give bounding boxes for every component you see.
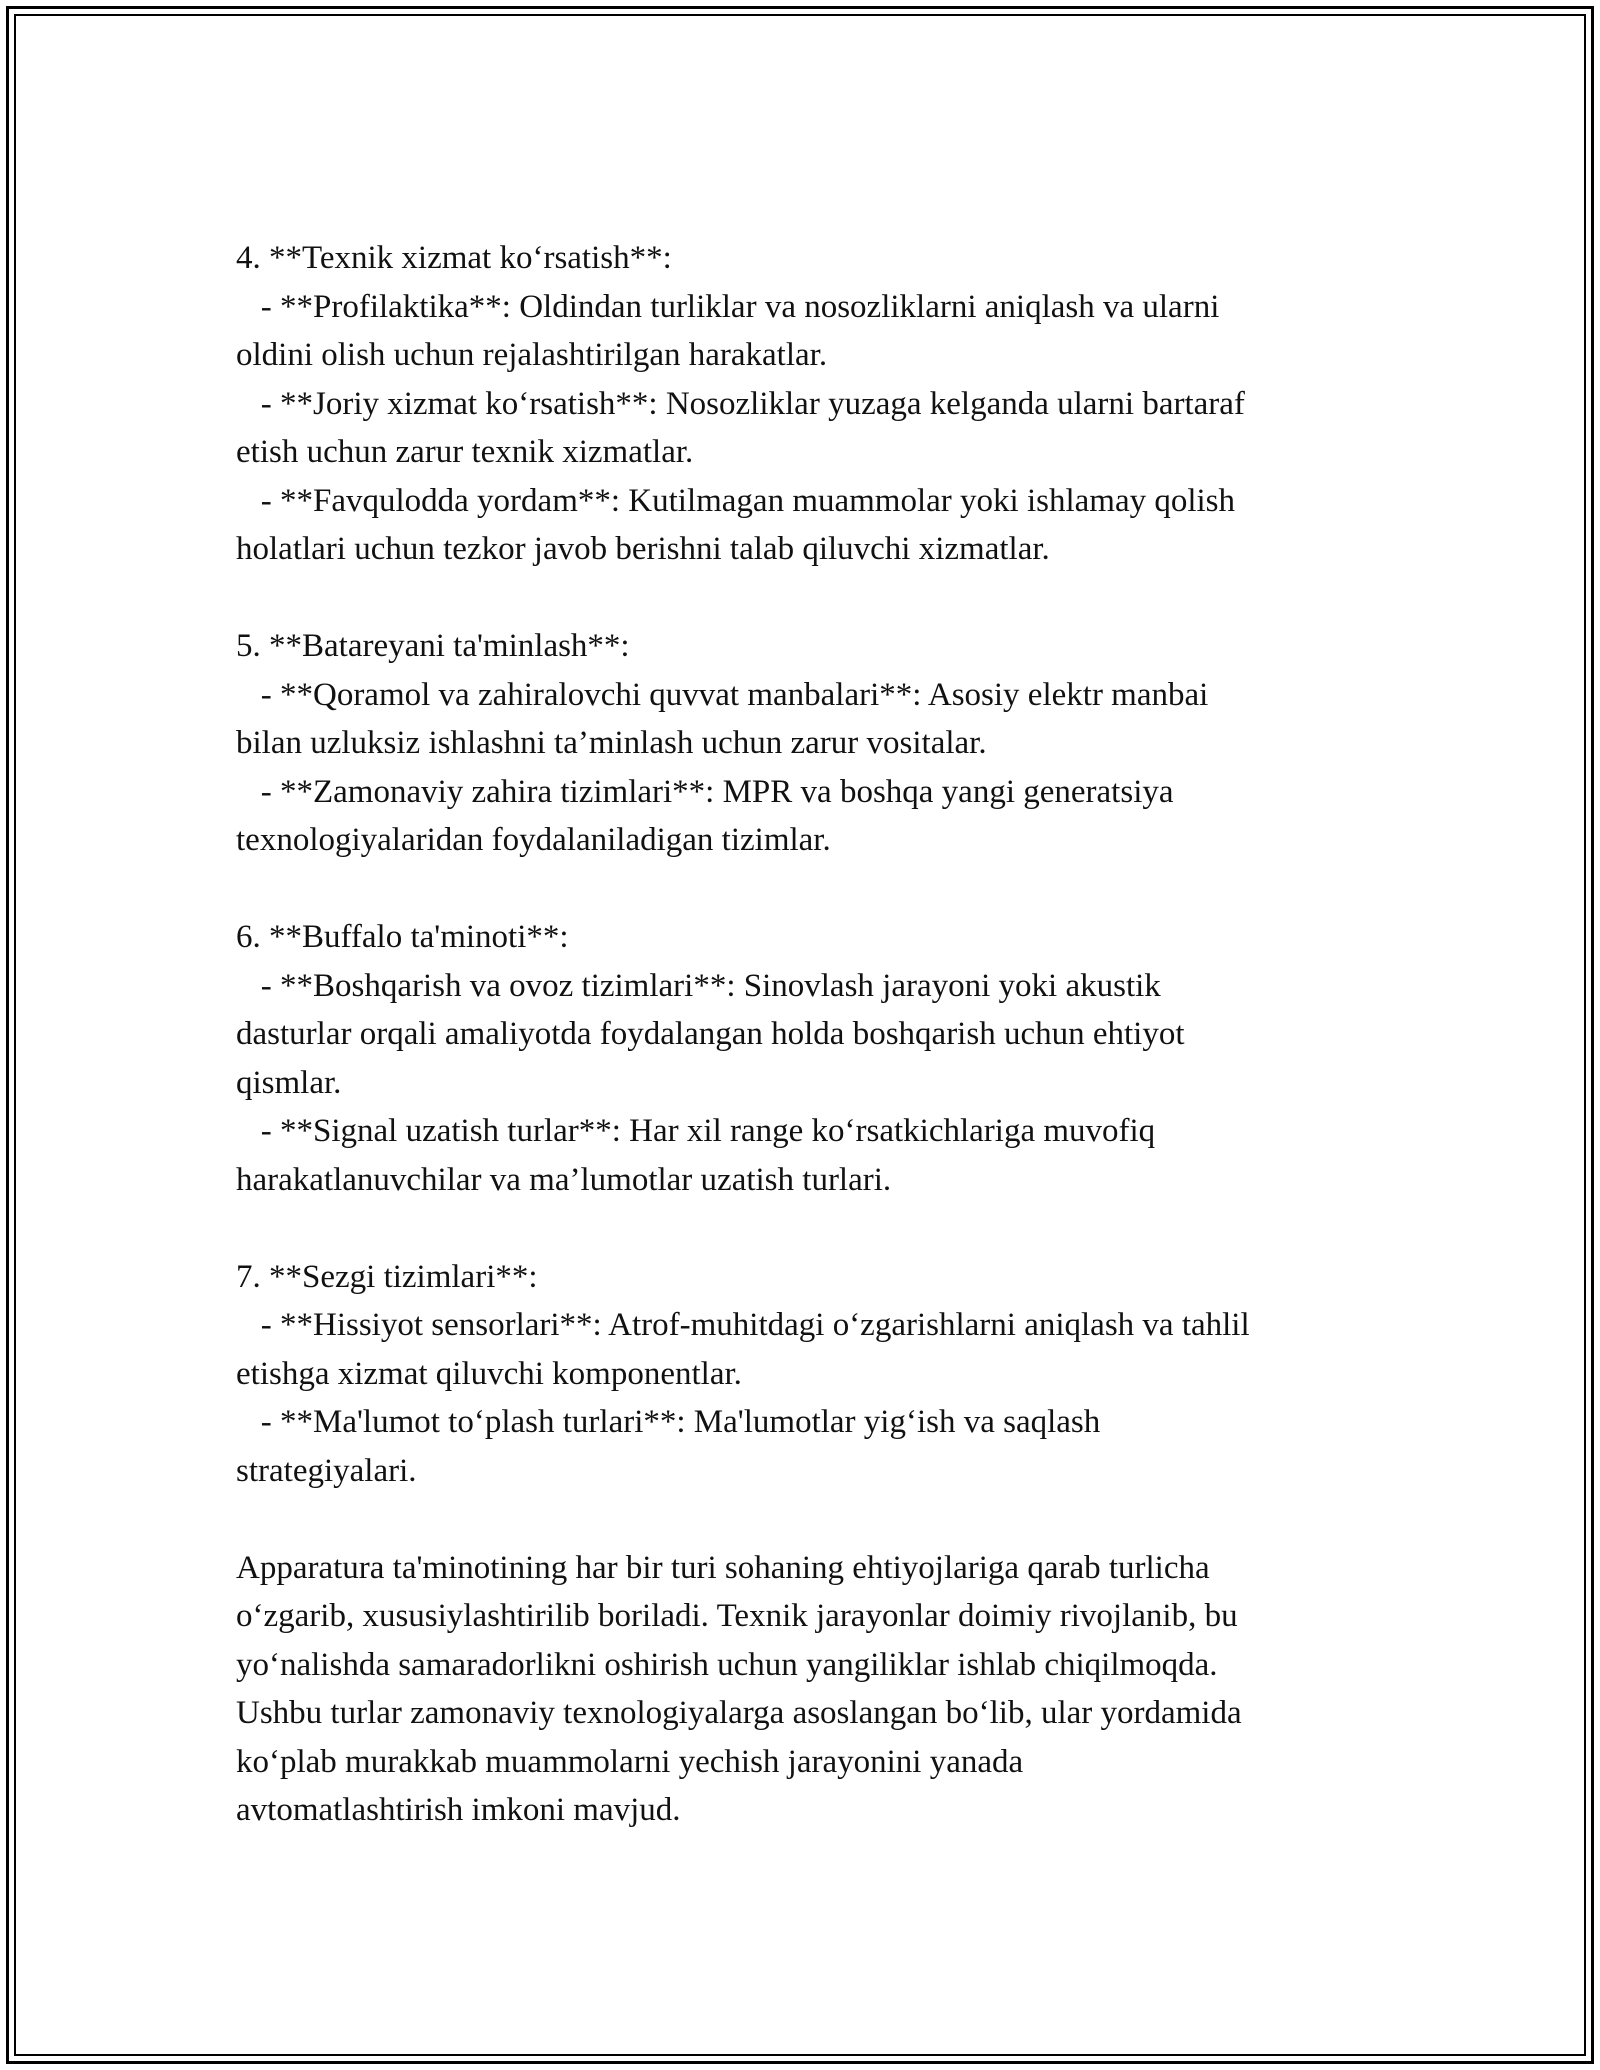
list-section bbox=[236, 1253, 1376, 1496]
paragraph-gap bbox=[236, 1204, 1376, 1253]
list-section bbox=[236, 622, 1376, 865]
paragraph-gap bbox=[236, 1495, 1376, 1544]
text-line: oldini olish uchun rejalashtirilgan harakatlar. bbox=[236, 337, 828, 373]
closing-paragraph bbox=[236, 1544, 1376, 1835]
paragraph-gap bbox=[236, 574, 1376, 623]
text-line: 7. **Sezgi tizimlari**: bbox=[236, 1258, 538, 1295]
text-line: ko‘plab murakkab muammolarni yechish jarayonini yanada bbox=[236, 1743, 1024, 1780]
text-line: 4. **Texnik xizmat ko‘rsatish**: bbox=[236, 240, 672, 276]
list-section bbox=[236, 913, 1376, 1204]
text-line: - **Joriy xizmat ko‘rsatish**: Nosozliklar yuzaga kelganda ularni bartaraf bbox=[236, 385, 1245, 422]
text-line: holatlari uchun tezkor javob berishni talab qiluvchi xizmatlar. bbox=[236, 531, 1050, 567]
text-line: - **Favqulodda yordam**: Kutilmagan muammolar yoki ishlamay qolish bbox=[236, 482, 1236, 519]
text-line: Ushbu turlar zamonaviy texnologiyalarga asoslangan bo‘lib, ular yordamida bbox=[236, 1695, 1242, 1731]
document-body bbox=[236, 234, 1376, 1835]
text-line: o‘zgarib, xususiylashtirilib boriladi. Texnik jarayonlar doimiy rivojlanib, bu bbox=[236, 1598, 1238, 1634]
text-line: - **Profilaktika**: Oldindan turliklar va nosozliklarni aniqlash va ularni bbox=[236, 288, 1220, 325]
text-line: etishga xizmat qiluvchi komponentlar. bbox=[236, 1355, 742, 1392]
text-line: - **Ma'lumot to‘plash turlari**: Ma'lumotlar yig‘ish va saqlash bbox=[236, 1404, 1101, 1440]
text-line: 5. **Batareyani ta'minlash**: bbox=[236, 628, 630, 664]
text-line: yo‘nalishda samaradorlikni oshirish uchun yangiliklar ishlab chiqilmoqda. bbox=[236, 1646, 1218, 1683]
text-line: strategiyalari. bbox=[236, 1452, 417, 1489]
list-section bbox=[236, 234, 1376, 574]
text-line: 6. **Buffalo ta'minoti**: bbox=[236, 919, 569, 955]
paragraph-gap bbox=[236, 865, 1376, 914]
text-line: - **Signal uzatish turlar**: Har xil range ko‘rsatkichlariga muvofiq bbox=[236, 1113, 1156, 1149]
text-line: Apparatura ta'minotining har bir turi sohaning ehtiyojlariga qarab turlicha bbox=[236, 1549, 1210, 1586]
text-line: harakatlanuvchilar va ma’lumotlar uzatish turlari. bbox=[236, 1161, 892, 1198]
text-line: etish uchun zarur texnik xizmatlar. bbox=[236, 434, 694, 470]
text-line: - **Qoramol va zahiralovchi quvvat manbalari**: Asosiy elektr manbai bbox=[236, 676, 1209, 713]
text-line: avtomatlashtirish imkoni mavjud. bbox=[236, 1792, 681, 1828]
text-line: - **Boshqarish va ovoz tizimlari**: Sinovlash jarayoni yoki akustik bbox=[236, 967, 1161, 1004]
text-line: texnologiyalaridan foydalaniladigan tizimlar. bbox=[236, 822, 831, 858]
text-line: bilan uzluksiz ishlashni ta’minlash uchun zarur vositalar. bbox=[236, 725, 987, 761]
text-line: - **Zamonaviy zahira tizimlari**: MPR va boshqa yangi generatsiya bbox=[236, 773, 1174, 810]
text-line: - **Hissiyot sensorlari**: Atrof-muhitdagi o‘zgarishlarni aniqlash va tahlil bbox=[236, 1307, 1250, 1343]
text-line: dasturlar orqali amaliyotda foydalangan holda boshqarish uchun ehtiyot bbox=[236, 1016, 1185, 1052]
text-line: qismlar. bbox=[236, 1064, 342, 1101]
